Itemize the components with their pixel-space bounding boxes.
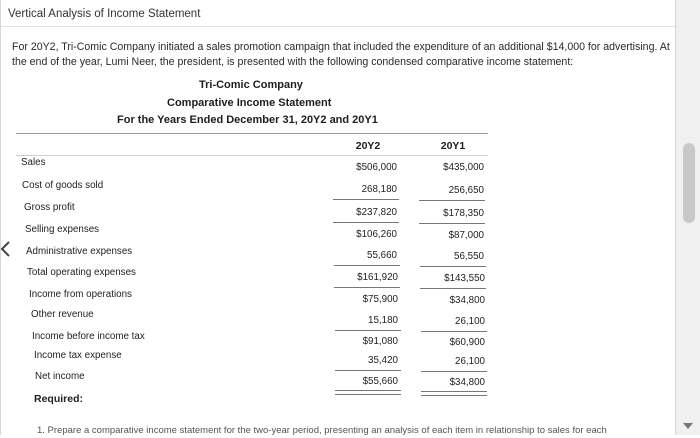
- header-top-rule: [16, 133, 488, 134]
- cell-net-income-20y1: $34,800: [449, 377, 485, 388]
- scroll-down-arrow-icon[interactable]: [683, 423, 693, 429]
- underline: [420, 266, 486, 267]
- row-label-sales: Sales: [21, 157, 46, 168]
- cell-income-before-tax-20y1: $60,900: [449, 337, 485, 348]
- underline: [335, 370, 401, 371]
- cell-income-ops-20y2: $75,900: [362, 294, 398, 305]
- statement-name: Comparative Income Statement: [167, 97, 332, 109]
- col-header-20y1: 20Y1: [440, 140, 466, 152]
- cell-cogs-20y2: 268,180: [361, 184, 397, 195]
- scrollbar-thumb[interactable]: [683, 143, 695, 223]
- cell-total-op-20y2: $161,920: [357, 272, 398, 283]
- underline: [334, 265, 400, 266]
- cell-selling-20y1: $87,000: [448, 230, 484, 241]
- underline: [420, 288, 486, 289]
- cell-total-op-20y1: $143,550: [444, 273, 485, 284]
- row-label-total-operating: Total operating expenses: [27, 267, 136, 278]
- required-heading: Required:: [34, 393, 84, 405]
- row-label-income-operations: Income from operations: [29, 289, 132, 300]
- cell-gross-profit-20y1: $178,350: [443, 208, 484, 219]
- row-label-income-before-tax: Income before income tax: [32, 331, 145, 342]
- underline: [334, 287, 400, 288]
- double-underline: [421, 391, 487, 396]
- row-label-cogs: Cost of goods sold: [22, 180, 104, 191]
- underline: [419, 200, 485, 201]
- cell-cogs-20y1: 256,650: [448, 185, 484, 196]
- cell-selling-20y2: $106,260: [356, 229, 397, 240]
- title-divider: [1, 26, 677, 27]
- problem-intro: For 20Y2, Tri-Comic Company initiated a sales promotion campaign that included the expenditure of an additional $14,000 for advertising. At the end of the year, Lumi Neer, the president, is presented with the following condensed comparative income statement:: [12, 41, 670, 68]
- statement-period: For the Years Ended December 31, 20Y2 and 20Y1: [117, 114, 378, 126]
- cell-other-rev-20y1: 26,100: [455, 316, 485, 327]
- row-label-selling-expenses: Selling expenses: [25, 224, 100, 235]
- underline: [421, 331, 487, 332]
- cell-sales-20y2: $506,000: [356, 162, 397, 173]
- cell-gross-profit-20y2: $237,820: [356, 207, 397, 218]
- row-label-gross-profit: Gross profit: [24, 202, 75, 213]
- cell-admin-20y1: 56,550: [454, 251, 484, 262]
- row-label-income-tax: Income tax expense: [34, 350, 122, 361]
- cell-admin-20y2: 55,660: [367, 250, 397, 261]
- page-title: Vertical Analysis of Income Statement: [8, 8, 201, 20]
- vertical-scrollbar[interactable]: [675, 0, 700, 435]
- col-header-20y2: 20Y2: [355, 140, 381, 152]
- cell-income-before-tax-20y2: $91,080: [362, 336, 398, 347]
- underline: [333, 199, 399, 200]
- company-name: Tri-Comic Company: [199, 79, 303, 91]
- chevron-left-icon[interactable]: [0, 240, 13, 258]
- underline: [333, 222, 399, 223]
- required-item-1: 1. Prepare a comparative income statement for the two-year period, presenting an analysis of each item in relationship to sales for each: [37, 425, 607, 436]
- cell-net-income-20y2: $55,660: [362, 376, 398, 387]
- double-underline: [335, 390, 401, 395]
- row-label-other-revenue: Other revenue: [31, 309, 94, 320]
- underline: [419, 223, 485, 224]
- underline: [335, 330, 401, 331]
- cell-sales-20y1: $435,000: [443, 162, 484, 173]
- header-bottom-rule: [16, 155, 488, 156]
- cell-income-tax-20y1: 26,100: [455, 356, 485, 367]
- cell-income-ops-20y1: $34,800: [449, 295, 485, 306]
- row-label-net-income: Net income: [35, 371, 85, 382]
- cell-other-rev-20y2: 15,180: [368, 315, 398, 326]
- cell-income-tax-20y2: 35,420: [368, 355, 398, 366]
- underline: [421, 371, 487, 372]
- row-label-admin-expenses: Administrative expenses: [26, 246, 133, 257]
